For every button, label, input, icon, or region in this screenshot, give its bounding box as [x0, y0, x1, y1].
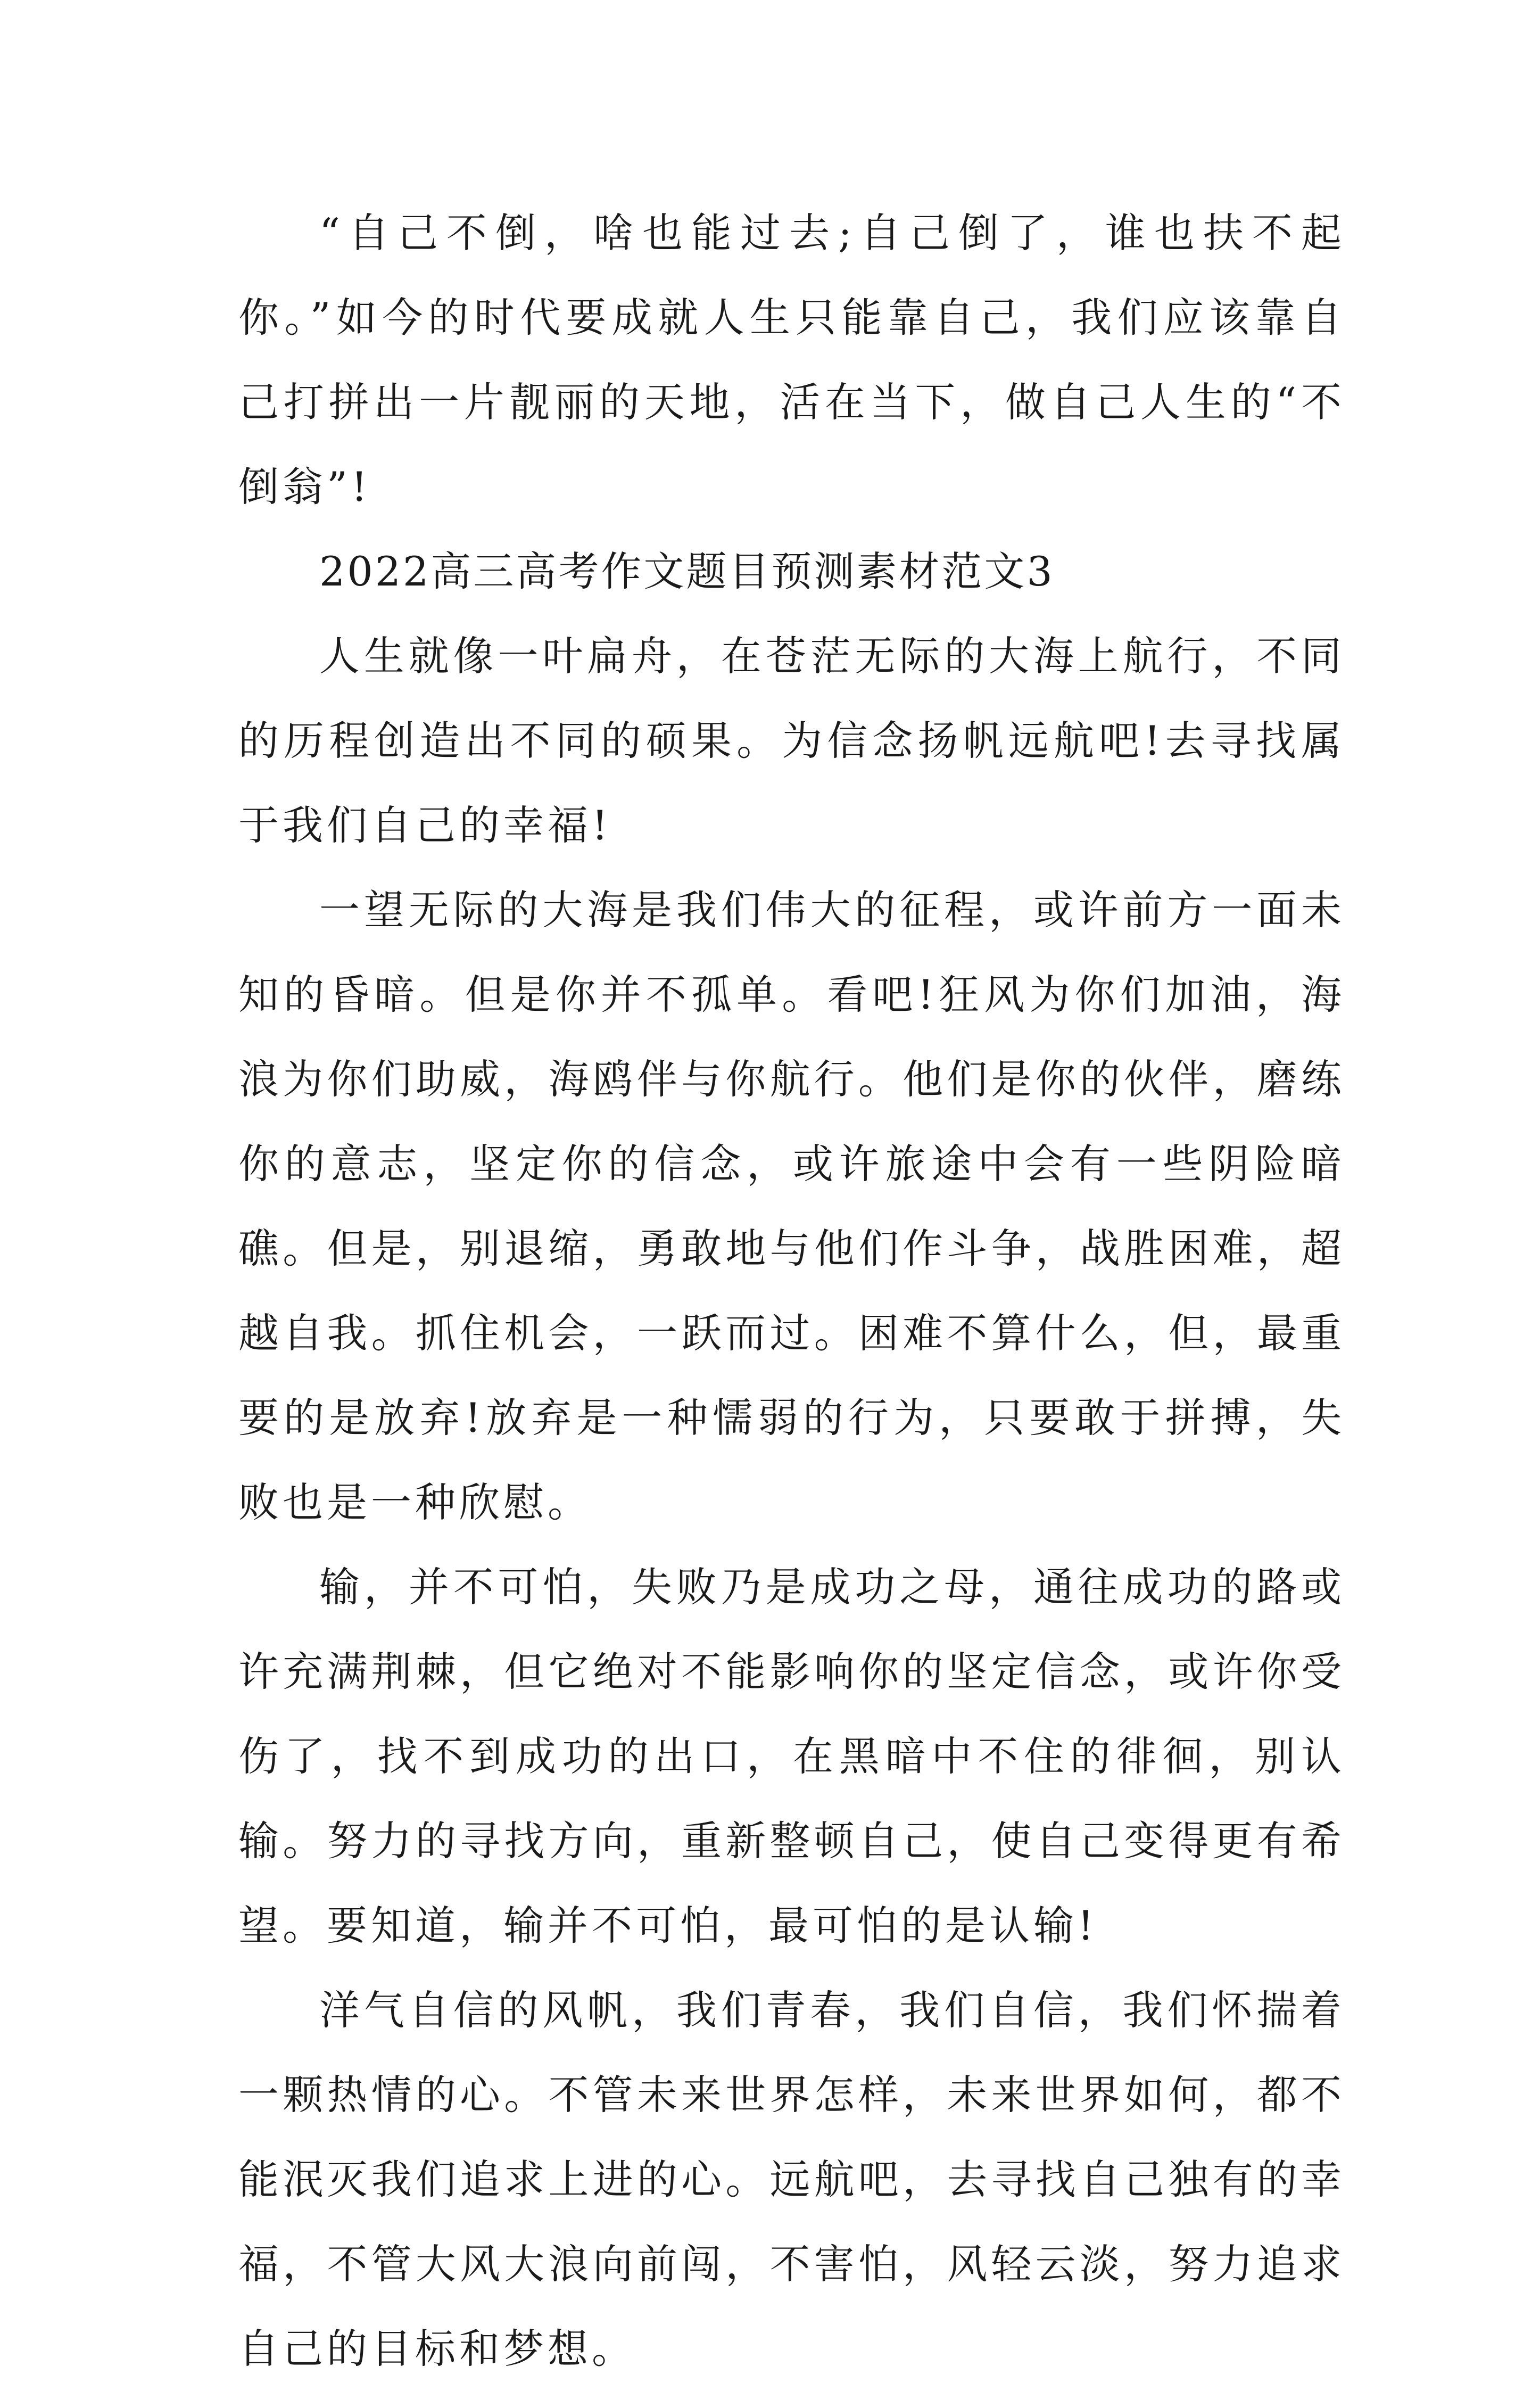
paragraph-voyage: 一望无际的大海是我们伟大的征程，或许前方一面未知的昏暗。但是你并不孤单。看吧!狂风为你们加油，海浪为你们助威，海鸥伴与你航行。他们是你的伙伴，磨练你的意志，坚定你的信念，或许旅途中会有一些阴险暗礁。但是，别退缩，勇敢地与他们作斗争，战胜困难，超越自我。抓住机会，一跃而过。困难不算什么，但，最重要的是放弃!放弃是一种懦弱的行为，只要敢于拼搏，失败也是一种欣慰。	[238, 886, 1345, 1526]
paragraph-quote: “自己不倒，啥也能过去;自己倒了，谁也扶不起你。”如今的时代要成就人生只能靠自己，我们应该靠自己打拼出一片靓丽的天地，活在当下，做自己人生的“不倒翁”!	[238, 209, 1345, 510]
document-body	[238, 191, 1345, 2391]
paragraph-intro: 人生就像一叶扁舟，在苍茫无际的大海上航行，不同的历程创造出不同的硕果。为信念扬帆远航吧!去寻找属于我们自己的幸福!	[238, 632, 1345, 849]
paragraph-confidence: 洋气自信的风帆，我们青春，我们自信，我们怀揣着一颗热情的心。不管未来世界怎样，未来世界如何，都不能泯灭我们追求上进的心。远航吧，去寻找自己独有的幸福，不管大风大浪向前闯，不害怕，风轻云淡，努力追求自己的目标和梦想。	[238, 1986, 1345, 2372]
paragraph-failure: 输，并不可怕，失败乃是成功之母，通往成功的路或许充满荆棘，但它绝对不能影响你的坚定信念，或许你受伤了，找不到成功的出口，在黑暗中不住的徘徊，别认输。努力的寻找方向，重新整顿自己，使自己变得更有希望。要知道，输并不可怕，最可怕的是认输!	[238, 1563, 1345, 1949]
section-heading: 2022高三高考作文题目预测素材范文3	[319, 548, 1055, 595]
